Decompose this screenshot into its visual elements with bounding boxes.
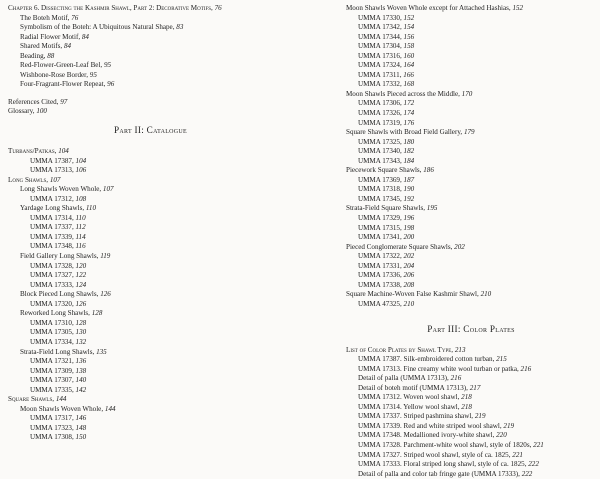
page-number: 221 <box>533 440 544 449</box>
entry-text: Glossary, <box>8 107 37 116</box>
entry-text: UMMA 17313, <box>30 166 76 175</box>
entry-text: UMMA 17348, <box>30 242 76 251</box>
toc-section-heading <box>8 147 293 157</box>
toc-entry <box>346 262 596 272</box>
toc-entry <box>8 357 293 367</box>
entry-text: Shared Motifs, <box>20 42 64 51</box>
entry-text: Detail of boteh motif (UMMA 17313), <box>358 383 470 392</box>
page-number: 128 <box>91 309 103 318</box>
entry-text: UMMA 17332, <box>358 80 404 89</box>
page-number: 217 <box>469 383 481 392</box>
page-number: 198 <box>403 223 415 232</box>
entry-text: UMMA 17308, <box>30 433 76 442</box>
toc-entry <box>346 441 596 451</box>
entry-text: UMMA 17312, <box>30 194 76 203</box>
page-number: 76 <box>214 4 222 12</box>
toc-entry <box>8 328 293 338</box>
toc-subsection <box>8 185 293 195</box>
toc-entry <box>346 281 596 291</box>
entry-text: UMMA 17310, <box>30 318 76 327</box>
toc-subsection <box>346 204 596 214</box>
entry-text: Field Gallery Long Shawls, <box>20 252 101 261</box>
entry-text: UMMA 17307, <box>30 376 76 385</box>
entry-text: UMMA 17322, <box>358 252 404 261</box>
toc-entry <box>346 300 596 310</box>
page-number: 220 <box>496 431 507 440</box>
entry-text: UMMA 17387. Silk-embroidered cotton turban, <box>358 355 497 364</box>
toc-subsection <box>346 90 596 100</box>
toc-entry <box>346 99 596 109</box>
toc-entry <box>8 157 293 167</box>
page-number: 140 <box>75 376 87 385</box>
entry-text: UMMA 17369, <box>358 175 404 184</box>
page-number: 107 <box>102 185 114 194</box>
toc-entry <box>8 166 293 176</box>
entry-text: UMMA 17325, <box>358 137 404 146</box>
page-number: 132 <box>75 337 87 346</box>
page-number: 100 <box>36 107 47 116</box>
entry-text: Reworked Long Shawls, <box>20 309 92 318</box>
page-number: 206 <box>403 271 415 280</box>
page-number: 166 <box>403 70 414 79</box>
section-title: Long Shawls, <box>8 175 50 184</box>
toc-entry <box>346 460 596 470</box>
toc-entry <box>8 195 293 205</box>
entry-text: Yardage Long Shawls, <box>20 204 86 213</box>
toc-section-heading <box>8 176 293 186</box>
page-number: 88 <box>47 51 55 60</box>
toc-entry <box>8 433 293 443</box>
page-number: 160 <box>403 51 415 60</box>
toc-entry <box>346 14 596 24</box>
entry-text: Beading, <box>20 51 48 60</box>
toc-entry <box>8 300 293 310</box>
toc-entry <box>346 61 596 71</box>
toc-entry <box>346 176 596 186</box>
entry-text: UMMA 17323, <box>30 423 76 432</box>
entry-text: UMMA 17339, <box>30 232 76 241</box>
entry-text: UMMA 17306, <box>358 99 404 108</box>
page-number: 120 <box>75 261 87 270</box>
toc-entry <box>8 223 293 233</box>
entry-text: UMMA 17318, <box>358 185 404 194</box>
entry-text: UMMA 17314, <box>30 213 76 222</box>
toc-section-heading <box>346 346 596 356</box>
chapter-title: Chapter 6. Dissecting the Kashmir Shawl, Part 2: Decorative Motifs, <box>8 4 215 12</box>
toc-entry <box>8 14 293 24</box>
entry-text: Square Machine-Woven False Kashmir Shawl, <box>346 290 481 299</box>
entry-text: Moon Shawls Woven Whole except for Attached Hashias, <box>346 4 513 12</box>
entry-text: UMMA 17341, <box>358 233 404 242</box>
toc-entry <box>346 185 596 195</box>
toc-entry <box>8 281 293 291</box>
page-number: 208 <box>403 280 415 289</box>
toc-subsection <box>8 348 293 358</box>
page-number: 186 <box>423 166 434 175</box>
entry-text: UMMA 17333, <box>30 280 76 289</box>
entry-text: Piecework Square Shawls, <box>346 166 424 175</box>
page-number: 96 <box>107 80 115 89</box>
entry-text: UMMA 17329, <box>358 214 404 223</box>
toc-entry <box>8 367 293 377</box>
toc-entry <box>346 52 596 62</box>
page-number: 76 <box>71 13 79 22</box>
page-number: 221 <box>512 450 523 459</box>
page-number: 176 <box>403 118 415 127</box>
entry-text: Strata-Field Long Shawls, <box>20 347 97 356</box>
entry-text: UMMA 17320, <box>30 299 76 308</box>
page-number: 156 <box>403 32 415 41</box>
entry-text: UMMA 17317, <box>30 414 76 423</box>
part-ii-title: Part II: Catalogue <box>113 125 188 136</box>
entry-text: UMMA 17335, <box>30 385 76 394</box>
entry-text: Red-Flower-Green-Leaf Bel, <box>20 61 104 70</box>
page-number: 112 <box>75 223 86 232</box>
page-number: 218 <box>461 402 472 411</box>
page-number: 184 <box>403 156 415 165</box>
page-number: 154 <box>403 23 415 32</box>
entry-text: UMMA 17316, <box>358 51 404 60</box>
page-number: 124 <box>75 280 87 289</box>
toc-entry <box>8 71 293 81</box>
page-number: 126 <box>75 299 87 308</box>
toc-entry <box>346 470 596 479</box>
toc-subsection <box>346 166 596 176</box>
entry-text: UMMA 17337. Striped pashmina shawl, <box>358 412 475 421</box>
page-number: 152 <box>403 13 415 22</box>
toc-subsection <box>346 243 596 253</box>
entry-text: Detail of palla (UMMA 17313), <box>358 374 451 383</box>
toc-section-heading <box>8 395 293 405</box>
page-number: 213 <box>454 345 466 354</box>
chapter6-items <box>8 14 293 90</box>
entry-text: Long Shawls Woven Whole, <box>20 185 103 194</box>
toc-left-column <box>8 4 293 443</box>
entry-text: UMMA 17331, <box>358 261 404 270</box>
page-number: 222 <box>528 460 539 469</box>
entry-text: Four-Fragrant-Flower Repeat, <box>20 80 108 89</box>
page-number: 84 <box>63 42 72 51</box>
page-number: 116 <box>75 242 86 251</box>
toc-entry <box>346 422 596 432</box>
toc-subsection <box>8 309 293 319</box>
entry-text: UMMA 17333. Floral striped long shawl, style of ca. 1825, <box>358 460 529 469</box>
toc-entry <box>8 271 293 281</box>
section-title: List of Color Plates by Shawl Type, <box>346 345 455 354</box>
page-number: 95 <box>103 61 112 70</box>
page-number: 195 <box>426 204 438 213</box>
page-number: 148 <box>75 423 87 432</box>
toc-entry <box>8 414 293 424</box>
page-number: 130 <box>75 328 87 337</box>
entry-text: UMMA 17315, <box>358 223 404 232</box>
page-number: 187 <box>403 175 415 184</box>
entry-text: Detail of palla and color tab fringe gate (UMMA 17333), <box>358 469 522 478</box>
page-number: 219 <box>474 412 486 421</box>
page-number: 170 <box>461 89 473 98</box>
toc-entry <box>346 42 596 52</box>
toc-entry <box>346 157 596 167</box>
toc-right-column <box>346 4 596 479</box>
page-number: 192 <box>403 194 415 203</box>
page-number: 152 <box>512 4 524 12</box>
entry-text: UMMA 17319, <box>358 118 404 127</box>
entry-text: UMMA 17339. Red and white striped wool shawl, <box>358 421 504 430</box>
entry-text: UMMA 17313. Fine creamy white wool turban or patka, <box>358 364 521 373</box>
entry-text: Square Shawls with Broad Field Gallery, <box>346 128 464 137</box>
toc-entry <box>346 355 596 365</box>
page-number: 142 <box>75 385 87 394</box>
section-title: Turbans/Patkas, <box>8 147 59 156</box>
page-number: 196 <box>403 214 415 223</box>
entry-text: Moon Shawls Pieced across the Middle, <box>346 89 462 98</box>
toc-entry <box>346 138 596 148</box>
page-number: 128 <box>75 318 87 327</box>
toc-entry <box>346 23 596 33</box>
toc-entry <box>8 80 293 90</box>
toc-entry <box>8 386 293 396</box>
page-number: 168 <box>403 80 415 89</box>
toc-references <box>8 98 293 108</box>
entry-text: UMMA 17334, <box>30 337 76 346</box>
toc-chapter-heading <box>8 4 293 14</box>
section-title: Square Shawls, <box>8 395 56 404</box>
entry-text: UMMA 17326, <box>358 109 404 118</box>
entry-text: UMMA 17345, <box>358 194 404 203</box>
toc-glossary <box>8 107 293 117</box>
entry-text: UMMA 17327. Striped wool shawl, style of ca. 1825, <box>358 450 513 459</box>
page-number: 97 <box>60 97 68 106</box>
entry-text: UMMA 17309, <box>30 366 76 375</box>
page-number: 122 <box>75 271 87 280</box>
toc-entry <box>8 33 293 43</box>
toc-entry <box>8 262 293 272</box>
entry-text: Wishbone-Rose Border, <box>20 70 90 79</box>
page-number: 146 <box>75 414 87 423</box>
entry-text: Symbolism of the Boteh: A Ubiquitous Natural Shape, <box>20 23 177 32</box>
toc-entry <box>8 233 293 243</box>
toc-entry <box>346 403 596 413</box>
entry-text: UMMA 17387, <box>30 156 76 165</box>
page-number: 200 <box>403 233 415 242</box>
page-number: 204 <box>403 261 415 270</box>
toc-entry <box>346 271 596 281</box>
entry-text: Pieced Conglomerate Square Shawls, <box>346 242 455 251</box>
toc-entry <box>346 33 596 43</box>
toc-entry <box>346 412 596 422</box>
toc-entry <box>346 109 596 119</box>
page-number: 126 <box>100 290 111 299</box>
toc-subsection <box>346 128 596 138</box>
toc-subsection <box>346 4 596 14</box>
toc-entry <box>346 233 596 243</box>
page-number: 104 <box>58 147 69 156</box>
page-number: 210 <box>480 290 492 299</box>
page-number: 158 <box>403 42 415 51</box>
page-number: 106 <box>75 166 87 175</box>
page-number: 180 <box>403 137 415 146</box>
entry-text: Block Pieced Long Shawls, <box>20 290 101 299</box>
toc-entry <box>346 214 596 224</box>
toc-entry <box>346 393 596 403</box>
page-number: 172 <box>403 99 415 108</box>
entry-text: UMMA 17336, <box>358 271 404 280</box>
entry-text: Strata-Field Square Shawls, <box>346 204 427 213</box>
toc-subsection <box>8 290 293 300</box>
toc-entry <box>346 431 596 441</box>
page-number: 114 <box>75 232 86 241</box>
page-number: 202 <box>403 252 415 261</box>
toc-entry <box>8 52 293 62</box>
toc-entry <box>346 224 596 234</box>
entry-text: UMMA 17328. Parchment-white wool shawl, style of 1820s, <box>358 440 534 449</box>
page-number: 219 <box>503 421 515 430</box>
entry-text: UMMA 17330, <box>358 13 404 22</box>
toc-entry <box>8 242 293 252</box>
toc-entry <box>346 119 596 129</box>
page-number: 216 <box>520 364 532 373</box>
entry-text: UMMA 17321, <box>30 357 76 366</box>
toc-entry <box>346 195 596 205</box>
toc-entry <box>8 338 293 348</box>
entry-text: References Cited, <box>8 97 61 106</box>
toc-entry <box>8 319 293 329</box>
toc-entry <box>346 365 596 375</box>
entry-text: UMMA 17337, <box>30 223 76 232</box>
toc-entry <box>8 23 293 33</box>
toc-entry <box>346 80 596 90</box>
toc-entry <box>8 424 293 434</box>
entry-text: UMMA 17343, <box>358 156 404 165</box>
toc-entry <box>8 61 293 71</box>
entry-text: UMMA 47325, <box>358 299 404 308</box>
page-number: 216 <box>450 374 462 383</box>
entry-text: The Boteh Motif, <box>20 13 72 22</box>
toc-subsection <box>8 204 293 214</box>
page-number: 95 <box>89 70 97 79</box>
page-number: 108 <box>75 194 87 203</box>
toc-subsection <box>8 252 293 262</box>
page-number: 150 <box>75 433 87 442</box>
page-number: 144 <box>104 404 116 413</box>
entry-text: UMMA 17348. Medallioned ivory-white shawl, <box>358 431 497 440</box>
page-number: 210 <box>403 299 415 308</box>
page-number: 174 <box>403 109 415 118</box>
toc-entry <box>346 71 596 81</box>
page-number: 104 <box>75 156 87 165</box>
entry-text: UMMA 17338, <box>358 280 404 289</box>
toc-entry <box>8 214 293 224</box>
part-iii-title: Part III: Color Plates <box>427 323 515 334</box>
toc-entry <box>8 42 293 52</box>
toc-entry <box>346 384 596 394</box>
toc-entry <box>8 376 293 386</box>
page-number: 222 <box>521 469 533 478</box>
entry-text: Radial Flower Motif, <box>20 32 82 41</box>
toc-entry <box>346 147 596 157</box>
page-number: 144 <box>55 395 67 404</box>
page-number: 202 <box>454 242 465 251</box>
page-number: 190 <box>403 185 415 194</box>
entry-text: UMMA 17344, <box>358 32 404 41</box>
page-number: 110 <box>75 213 86 222</box>
entry-text: Moon Shawls Woven Whole, <box>20 404 105 413</box>
page-number: 119 <box>100 252 111 261</box>
toc-entry <box>346 252 596 262</box>
entry-text: UMMA 17311, <box>358 70 404 79</box>
toc-entry <box>346 451 596 461</box>
page-number: 110 <box>85 204 97 213</box>
toc-entry <box>346 374 596 384</box>
page-number: 135 <box>96 347 107 356</box>
entry-text: UMMA 17340, <box>358 147 404 156</box>
page-number: 84 <box>81 32 89 41</box>
page-number: 182 <box>403 147 415 156</box>
toc-subsection <box>346 290 596 300</box>
page-number: 107 <box>49 175 61 184</box>
page-number: 138 <box>75 366 87 375</box>
page-number: 136 <box>75 357 87 366</box>
entry-text: UMMA 17314. Yellow wool shawl, <box>358 402 462 411</box>
entry-text: UMMA 17304, <box>358 42 404 51</box>
entry-text: UMMA 17327, <box>30 271 76 280</box>
page-number: 218 <box>461 393 472 402</box>
page-number: 215 <box>496 355 507 364</box>
page-number: 164 <box>403 61 415 70</box>
entry-text: UMMA 17305, <box>30 328 76 337</box>
toc-subsection <box>8 405 293 415</box>
page-number: 179 <box>463 128 475 137</box>
entry-text: UMMA 17312. Woven wool shawl, <box>358 393 462 402</box>
page-number: 83 <box>176 23 184 32</box>
entry-text: UMMA 17342, <box>358 23 404 32</box>
entry-text: UMMA 17324, <box>358 61 404 70</box>
entry-text: UMMA 17328, <box>30 261 76 270</box>
